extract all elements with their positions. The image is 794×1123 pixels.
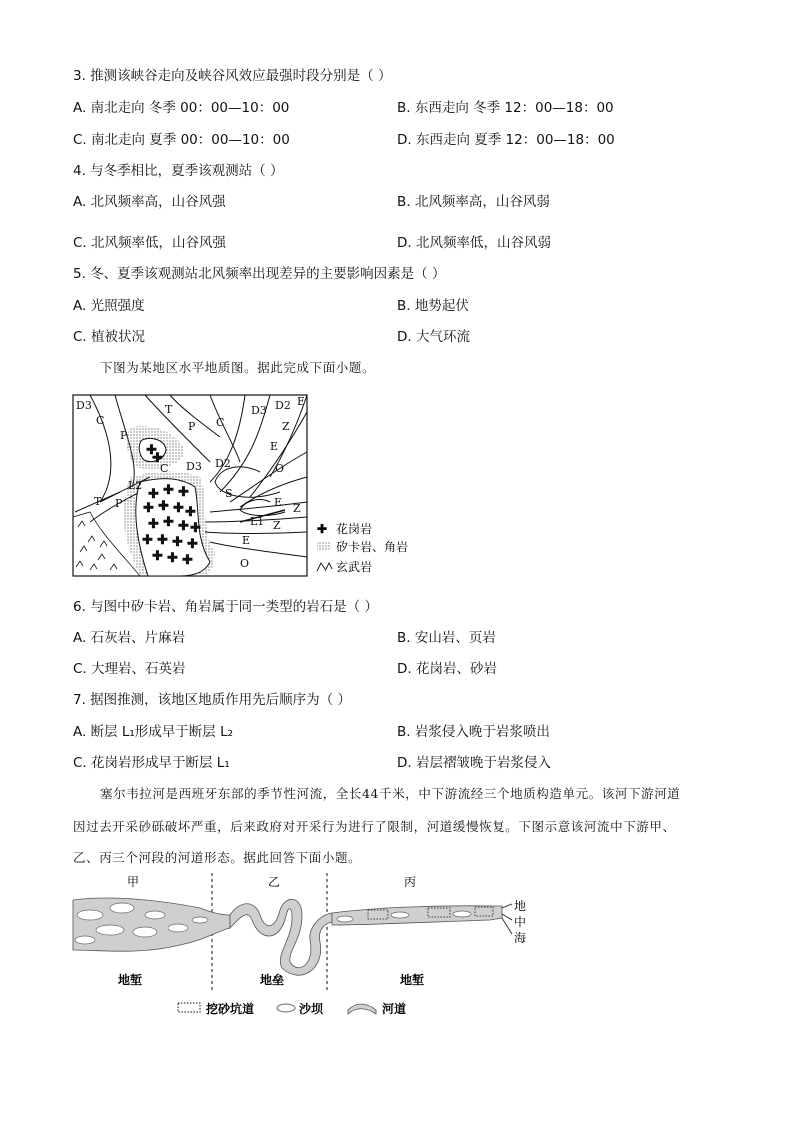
basalt-legend-icon — [317, 563, 332, 571]
label-d3-mid: D3 — [186, 460, 202, 473]
q5-option-c[interactable]: C. 植被状况 — [73, 329, 146, 345]
label-p-top: P — [188, 420, 196, 433]
svg-text:✚: ✚ — [172, 535, 183, 550]
label-z-lower: Z — [273, 519, 281, 532]
svg-text:✚: ✚ — [143, 501, 154, 516]
q3-option-b[interactable]: B. 东西走向 冬季 12：00—18：00 — [397, 100, 614, 116]
label-c-left: C — [96, 414, 105, 427]
legend-pit: 挖砂坑道 — [206, 1002, 255, 1016]
sea-label-3: 海 — [514, 931, 527, 945]
q4-option-a[interactable]: A. 北风频率高，山谷风强 — [73, 194, 226, 210]
pit-legend-icon — [178, 1003, 200, 1012]
label-e-right: E — [274, 496, 283, 509]
q3-option-a[interactable]: A. 南北走向 冬季 00：00—10：00 — [73, 100, 290, 116]
river-diagram — [70, 870, 530, 1030]
q7-stem: 7. 据图推测，该地区地质作用先后顺序为（ ） — [73, 692, 351, 708]
geomap-intro: 下图为某地区水平地质图。据此完成下面小题。 — [100, 360, 376, 375]
svg-text:✚: ✚ — [148, 517, 159, 532]
section-yi: 乙 — [268, 875, 281, 889]
q6-stem: 6. 与图中矽卡岩、角岩属于同一类型的岩石是（ ） — [73, 599, 378, 615]
svg-text:✚: ✚ — [148, 487, 159, 502]
label-t-top: T — [165, 403, 173, 416]
label-p-lower: P — [115, 497, 123, 510]
geomap-legend — [317, 521, 408, 574]
svg-text:✚: ✚ — [157, 533, 168, 548]
label-e-mid: E — [270, 440, 279, 453]
label-z-top: Z — [282, 420, 290, 433]
label-o-mid: O — [275, 462, 285, 475]
svg-text:✚: ✚ — [178, 519, 189, 534]
q3-option-c[interactable]: C. 南北走向 夏季 00：00—10：00 — [73, 132, 290, 148]
q6-option-b[interactable]: B. 安山岩、页岩 — [397, 630, 496, 646]
sea-label-2: 中 — [514, 915, 527, 929]
label-t-left: T — [94, 495, 102, 508]
q6-option-d[interactable]: D. 花岗岩、砂岩 — [397, 661, 497, 677]
legend-channel: 河道 — [382, 1002, 407, 1016]
q3-option-d[interactable]: D. 东西走向 夏季 12：00—18：00 — [397, 132, 615, 148]
unit-yi: 地垒 — [260, 973, 285, 987]
q7-option-d[interactable]: D. 岩层褶皱晚于岩浆侵入 — [397, 755, 551, 771]
river-intro-line2: 因过去开采砂砾破坏严重，后来政府对开采行为进行了限制，河道缓慢恢复。下图示意该河流中下游甲、 — [73, 819, 676, 834]
svg-text:✚: ✚ — [142, 533, 153, 548]
river-intro-line3: 乙、丙三个河段的河道形态。据此回答下面小题。 — [73, 850, 362, 865]
label-d2-mid: D2 — [215, 457, 231, 470]
sea-label-1: 地 — [514, 899, 527, 913]
label-c-mid: C — [160, 462, 169, 475]
label-s: S — [225, 487, 233, 500]
svg-text:✚: ✚ — [173, 501, 184, 516]
svg-text:✚: ✚ — [190, 521, 201, 536]
q3-stem: 3. 推测该峡谷走向及峡谷风效应最强时段分别是（ ） — [73, 68, 392, 84]
channel-legend-icon — [348, 1004, 376, 1014]
bar-legend-icon — [277, 1004, 295, 1012]
q7-option-b[interactable]: B. 岩浆侵入晚于岩浆喷出 — [397, 724, 550, 740]
legend-bar: 沙坝 — [299, 1002, 324, 1016]
river-intro-line1: 塞尔韦拉河是西班牙东部的季节性河流，全长44千米，中下游流经三个地质构造单元。该河下游河道 — [100, 786, 681, 801]
q6-option-a[interactable]: A. 石灰岩、片麻岩 — [73, 630, 186, 646]
section-jia: 甲 — [127, 875, 140, 889]
q5-option-a[interactable]: A. 光照强度 — [73, 298, 145, 314]
section-bing: 丙 — [404, 875, 417, 889]
legend-granite: 花岗岩 — [336, 522, 373, 536]
svg-text:✚: ✚ — [152, 549, 163, 564]
label-l2: L2 — [128, 479, 143, 492]
svg-text:✚: ✚ — [163, 515, 174, 530]
svg-text:✚: ✚ — [146, 443, 157, 458]
q7-option-a[interactable]: A. 断层 L₁形成早于断层 L₂ — [73, 724, 234, 740]
label-d2-top: D2 — [275, 399, 291, 412]
svg-text:✚: ✚ — [167, 551, 178, 566]
label-d3-topleft: D3 — [76, 399, 92, 412]
label-z-right: Z — [293, 502, 301, 515]
svg-text:✚: ✚ — [182, 553, 193, 568]
q4-stem: 4. 与冬季相比，夏季该观测站（ ） — [73, 163, 284, 179]
svg-text:✚: ✚ — [152, 451, 163, 466]
q5-option-d[interactable]: D. 大气环流 — [397, 329, 470, 345]
channel-jia — [73, 898, 230, 951]
q6-option-c[interactable]: C. 大理岩、石英岩 — [73, 661, 186, 677]
svg-text:✚: ✚ — [178, 485, 189, 500]
label-e-lower: E — [242, 534, 251, 547]
legend-basalt: 玄武岩 — [336, 560, 373, 574]
svg-text:✚: ✚ — [187, 537, 198, 552]
unit-bing: 地堑 — [400, 973, 425, 987]
legend-skarn: 矽卡岩、角岩 — [336, 540, 409, 554]
q7-option-c[interactable]: C. 花岗岩形成早于断层 L₁ — [73, 755, 230, 771]
svg-text:✚: ✚ — [185, 505, 196, 520]
label-l1: L1 — [250, 515, 265, 528]
q4-option-b[interactable]: B. 北风频率高，山谷风弱 — [397, 194, 550, 210]
geological-map — [70, 392, 420, 582]
label-c-top: C — [216, 416, 225, 429]
skarn-legend-icon — [317, 541, 330, 551]
river-legend — [178, 1001, 406, 1016]
unit-jia: 地堑 — [118, 973, 143, 987]
label-e-top: E — [297, 395, 306, 408]
label-d3-top: D3 — [251, 404, 267, 417]
channel-yi — [230, 899, 332, 975]
sea-pointer-lines — [502, 904, 512, 934]
svg-text:✚: ✚ — [158, 499, 169, 514]
q5-option-b[interactable]: B. 地势起伏 — [397, 298, 469, 314]
label-o-lower: O — [240, 557, 250, 570]
q4-option-c[interactable]: C. 北风频率低，山谷风强 — [73, 235, 227, 251]
label-p-left: P — [120, 429, 128, 442]
q5-stem: 5. 冬、夏季该观测站北风频率出现差异的主要影响因素是（ ） — [73, 266, 446, 282]
q4-option-d[interactable]: D. 北风频率低，山谷风弱 — [397, 235, 551, 251]
svg-text:✚: ✚ — [163, 483, 174, 498]
channel-bing — [332, 906, 502, 925]
granite-legend-icon: ✚ — [317, 522, 328, 536]
